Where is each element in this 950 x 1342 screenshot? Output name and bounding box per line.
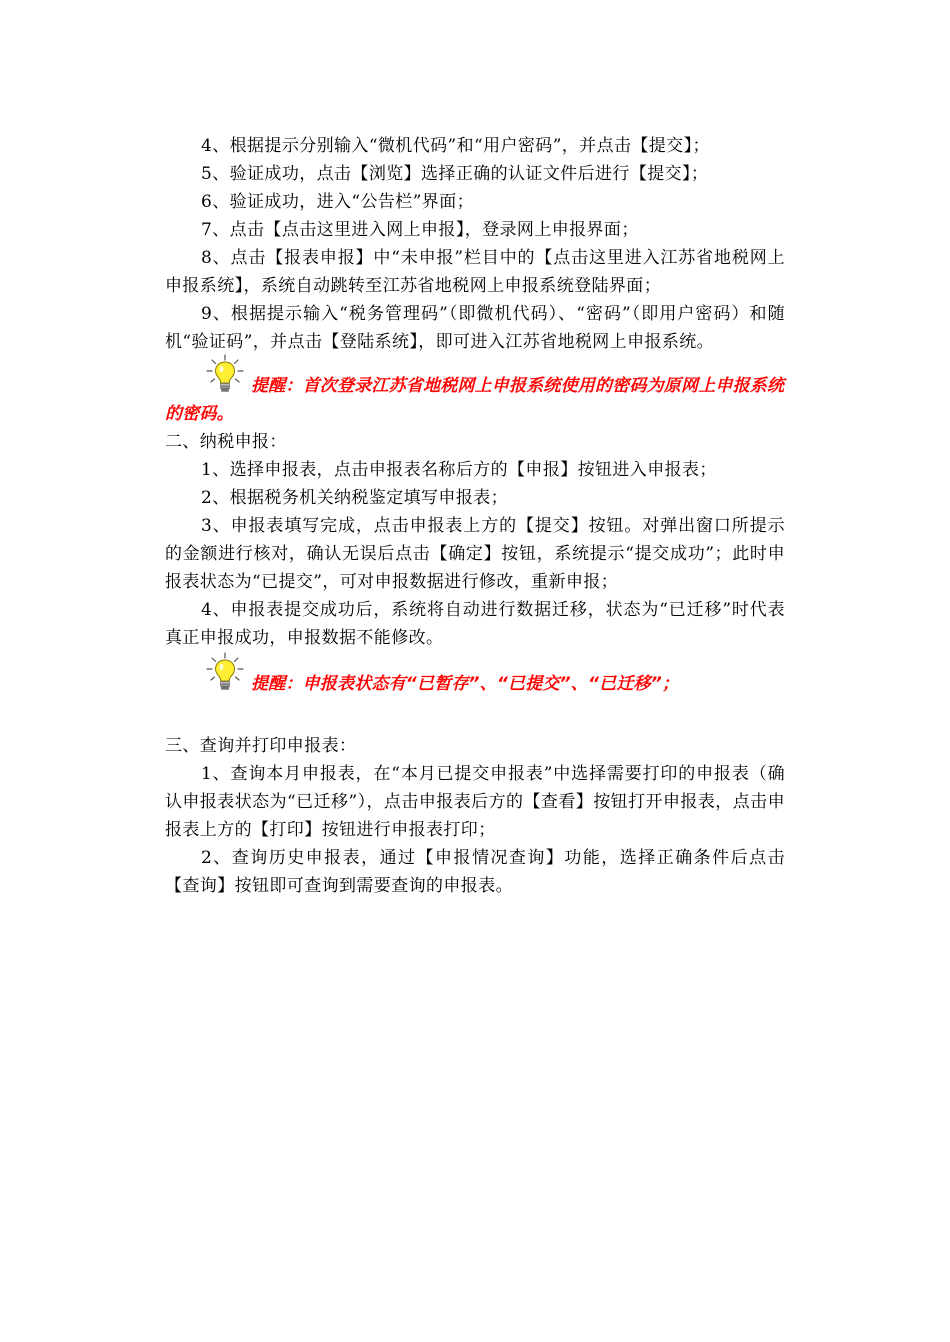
- section2-step-4: 4、申报表提交成功后，系统将自动进行数据迁移，状态为“已迁移”时代表真正申报成功，申报数据不能修改。: [165, 600, 785, 648]
- step-9: 9、根据提示输入“税务管理码”（即微机代码）、“密码”（即用户密码）和随机“验证码”，并点击【登陆系统】，即可进入江苏省地税网上申报系统。: [165, 304, 785, 352]
- step-6: 6、验证成功，进入“公告栏”界面；: [201, 192, 474, 212]
- lightbulb-icon: [205, 354, 245, 396]
- step-5: 5、验证成功，点击【浏览】选择正确的认证文件后进行【提交】；: [201, 164, 709, 184]
- lightbulb-icon: [205, 652, 245, 694]
- section2-step-1: 1、选择申报表，点击申报表名称后方的【申报】按钮进入申报表；: [201, 460, 717, 480]
- step-8: 8、点击【报表申报】中“未申报”栏目中的【点击这里进入江苏省地税网上申报系统】，系统自动跳转至江苏省地税网上申报系统登陆界面；: [165, 248, 785, 296]
- document-body: [165, 132, 785, 900]
- section3-heading: 三、查询并打印申报表：: [165, 736, 357, 756]
- section3: [165, 732, 785, 900]
- section2: [165, 428, 785, 652]
- section3-step-2: 2、查询历史申报表，通过【申报情况查询】功能，选择正确条件后点击【查询】按钮即可查询到需要查询的申报表。: [165, 848, 785, 896]
- section3-step-1: 1、查询本月申报表，在“本月已提交申报表”中选择需要打印的申报表（确认申报表状态为“已迁移”），点击申报表后方的【查看】按钮打开申报表，点击申报表上方的【打印】按钮进行申报表打印；: [165, 764, 785, 840]
- step-4: 4、根据提示分别输入“微机代码”和“用户密码”，并点击【提交】；: [201, 136, 710, 156]
- reminder-tip-login-password: [165, 356, 785, 428]
- section2-heading: 二、纳税申报：: [165, 432, 287, 452]
- reminder-text: 提醒：首次登录江苏省地税网上申报系统使用的密码为原网上申报系统的密码。: [165, 376, 785, 424]
- section1-steps: [165, 132, 785, 356]
- reminder-tip-status: [165, 652, 785, 698]
- step-7: 7、点击【点击这里进入网上申报】，登录网上申报界面；: [201, 220, 639, 240]
- section2-step-3: 3、申报表填写完成，点击申报表上方的【提交】按钮。对弹出窗口所提示的金额进行核对，确认无误后点击【确定】按钮，系统提示“提交成功”；此时申报表状态为“已提交”，可对申报数据进行修改，重新申报；: [165, 516, 785, 592]
- section2-step-2: 2、根据税务机关纳税鉴定填写申报表；: [201, 488, 509, 508]
- reminder-text: 提醒：申报表状态有“已暂存”、“已提交”、“已迁移”；: [251, 674, 680, 694]
